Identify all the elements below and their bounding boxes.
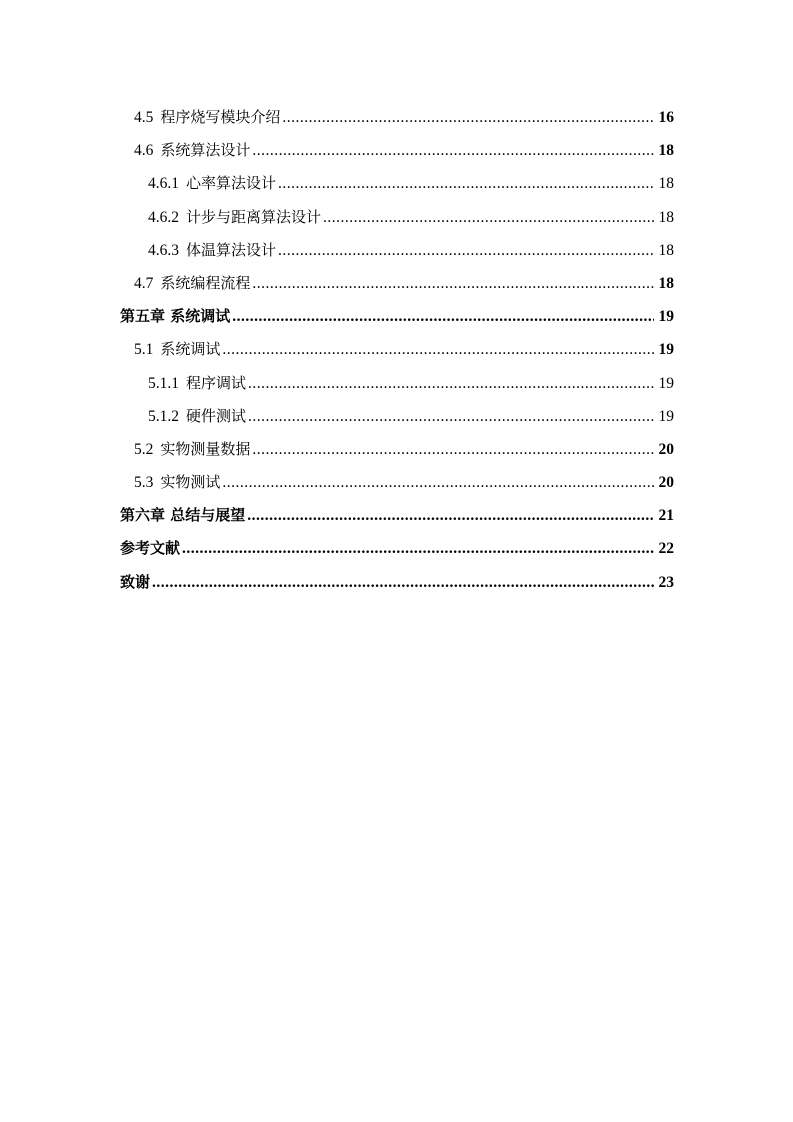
toc-dot-leader (278, 171, 654, 197)
toc-entry-number: 4.6 (134, 142, 154, 160)
toc-entry-page: 18 (658, 208, 674, 226)
toc-entry-page: 20 (658, 474, 674, 492)
toc-entry-title: 致谢 (120, 572, 151, 591)
toc-dot-leader (252, 271, 654, 297)
toc-entry-title: 体温算法设计 (186, 240, 277, 259)
toc-entry-number: 4.6.1 (148, 175, 179, 193)
toc-entry-5-1-1[interactable] (120, 370, 674, 403)
toc-entry-title: 程序调试 (186, 373, 247, 392)
toc-entry-chapter-5[interactable] (120, 303, 674, 336)
toc-entry-title: 计步与距离算法设计 (186, 207, 322, 226)
toc-entry-number: 5.2 (134, 440, 154, 458)
toc-entry-references[interactable] (120, 535, 674, 568)
toc-entry-number: 5.3 (134, 474, 154, 492)
toc-dot-leader (247, 503, 654, 529)
toc-entry-4-6[interactable] (120, 137, 674, 170)
toc-entry-title: 参考文献 (120, 539, 181, 558)
toc-entry-page: 19 (658, 341, 674, 359)
toc-entry-4-6-2[interactable] (120, 204, 674, 237)
toc-entry-title: 第六章 总结与展望 (120, 506, 246, 525)
table-of-contents (120, 104, 674, 602)
toc-entry-page: 19 (658, 374, 674, 392)
toc-dot-leader (252, 437, 654, 463)
toc-dot-leader (252, 138, 654, 164)
toc-entry-chapter-6[interactable] (120, 502, 674, 535)
toc-entry-title: 实物测量数据 (160, 439, 251, 458)
toc-dot-leader (248, 404, 654, 430)
toc-dot-leader (152, 570, 654, 596)
toc-entry-4-6-3[interactable] (120, 237, 674, 270)
toc-entry-acknowledgements[interactable] (120, 569, 674, 602)
toc-entry-number: 5.1.1 (148, 374, 179, 392)
toc-entry-5-1-2[interactable] (120, 403, 674, 436)
toc-dot-leader (248, 371, 654, 397)
toc-entry-number: 4.5 (134, 109, 154, 126)
toc-entry-page: 19 (658, 407, 674, 425)
toc-entry-page: 18 (658, 274, 674, 292)
toc-entry-number: 4.7 (134, 274, 154, 292)
toc-entry-page: 18 (658, 142, 674, 160)
toc-entry-title: 心率算法设计 (186, 174, 277, 193)
toc-entry-page: 16 (658, 109, 674, 126)
toc-entry-page: 18 (658, 241, 674, 259)
toc-entry-title: 系统算法设计 (160, 141, 251, 160)
toc-dot-leader (182, 536, 654, 562)
toc-dot-leader (232, 304, 654, 330)
toc-dot-leader (323, 205, 654, 231)
toc-entry-page: 23 (658, 573, 674, 591)
toc-entry-4-7[interactable] (120, 270, 674, 303)
toc-entry-4-5[interactable] (120, 104, 674, 137)
toc-entry-page: 18 (658, 175, 674, 193)
toc-entry-page: 20 (658, 440, 674, 458)
toc-entry-number: 4.6.2 (148, 208, 179, 226)
toc-entry-number: 4.6.3 (148, 241, 179, 259)
toc-entry-5-2[interactable] (120, 436, 674, 469)
toc-dot-leader (222, 470, 654, 496)
toc-entry-5-1[interactable] (120, 336, 674, 369)
toc-entry-title: 第五章 系统调试 (120, 307, 231, 326)
toc-entry-number: 5.1 (134, 341, 154, 359)
toc-entry-number: 5.1.2 (148, 407, 179, 425)
toc-entry-title: 程序烧写模块介绍 (160, 108, 281, 126)
toc-dot-leader (282, 105, 654, 131)
toc-dot-leader (278, 238, 654, 264)
toc-entry-title: 实物测试 (160, 473, 221, 492)
toc-entry-4-6-1[interactable] (120, 170, 674, 203)
toc-entry-page: 21 (658, 507, 674, 525)
toc-entry-title: 硬件测试 (186, 406, 247, 425)
toc-entry-title: 系统编程流程 (160, 273, 251, 292)
toc-entry-5-3[interactable] (120, 469, 674, 502)
toc-entry-title: 系统调试 (160, 340, 221, 359)
toc-entry-page: 19 (658, 308, 674, 326)
toc-dot-leader (222, 337, 654, 363)
toc-entry-page: 22 (658, 540, 674, 558)
